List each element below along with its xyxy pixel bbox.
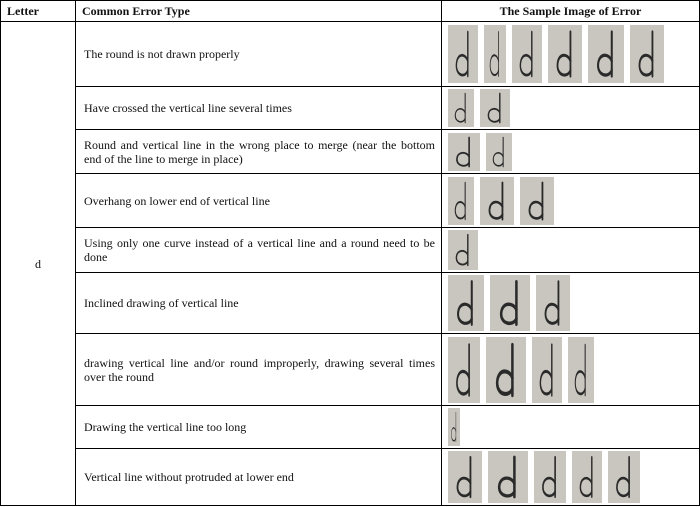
sample-image <box>448 337 480 403</box>
table-row <box>1 130 700 174</box>
handwritten-d-glyph <box>448 89 474 127</box>
sample-image <box>480 177 514 225</box>
handwritten-d-glyph <box>448 177 474 225</box>
table-row <box>1 87 700 130</box>
handwritten-d-glyph <box>448 451 482 503</box>
sample-image <box>448 451 482 503</box>
error-type-cell: drawing vertical line and/or round improperly, drawing several times over the round <box>76 334 442 406</box>
sample-image <box>630 25 664 83</box>
sample-image <box>608 451 640 503</box>
handwritten-d-glyph <box>520 177 554 225</box>
handwritten-d-glyph <box>608 451 640 503</box>
sample-images-cell <box>442 449 700 506</box>
sample-image <box>488 451 528 503</box>
handwritten-d-glyph <box>630 25 664 83</box>
sample-image <box>520 177 554 225</box>
table-row <box>1 406 700 449</box>
sample-image <box>448 25 478 83</box>
sample-image <box>486 337 526 403</box>
sample-image <box>512 25 542 83</box>
sample-image <box>532 337 562 403</box>
error-type-cell: Drawing the vertical line too long <box>76 406 442 449</box>
sample-images-cell <box>442 130 700 174</box>
handwritten-d-glyph <box>488 451 528 503</box>
sample-image <box>588 25 624 83</box>
sample-image <box>448 177 474 225</box>
handwritten-d-glyph <box>568 337 594 403</box>
sample-image <box>448 230 478 270</box>
handwritten-d-glyph <box>448 133 480 171</box>
handwritten-d-glyph <box>448 230 478 270</box>
handwritten-d-glyph <box>486 133 512 171</box>
sample-image <box>568 337 594 403</box>
table-row <box>1 22 700 87</box>
sample-image <box>490 275 530 331</box>
table-row <box>1 334 700 406</box>
handwritten-d-glyph <box>486 337 526 403</box>
sample-image <box>536 275 570 331</box>
table-row <box>1 273 700 334</box>
sample-images-cell <box>442 406 700 449</box>
sample-image <box>534 451 566 503</box>
sample-image <box>484 25 506 83</box>
header-error-type: Common Error Type <box>76 1 442 22</box>
error-type-cell: Inclined drawing of vertical line <box>76 273 442 334</box>
sample-images-cell <box>442 273 700 334</box>
header-row <box>1 1 700 22</box>
sample-image <box>448 89 474 127</box>
error-type-cell: Using only one curve instead of a vertical line and a round need to be done <box>76 228 442 273</box>
handwritten-d-glyph <box>572 451 602 503</box>
table-row <box>1 174 700 228</box>
sample-image <box>486 133 512 171</box>
sample-image <box>448 408 460 446</box>
handwritten-d-glyph <box>448 408 460 446</box>
sample-image <box>448 275 484 331</box>
handwritten-d-glyph <box>534 451 566 503</box>
sample-images-cell <box>442 22 700 87</box>
handwritten-d-glyph <box>448 275 484 331</box>
handwritten-d-glyph <box>512 25 542 83</box>
handwritten-d-glyph <box>548 25 582 83</box>
error-type-cell: Vertical line without protruded at lower end <box>76 449 442 506</box>
handwritten-d-glyph <box>490 275 530 331</box>
handwritten-d-glyph <box>480 89 510 127</box>
handwritten-d-glyph <box>536 275 570 331</box>
sample-images-cell <box>442 87 700 130</box>
sample-images-cell <box>442 228 700 273</box>
error-type-cell: Have crossed the vertical line several times <box>76 87 442 130</box>
sample-images-cell <box>442 334 700 406</box>
sample-image <box>480 89 510 127</box>
handwritten-d-glyph <box>448 337 480 403</box>
handwritten-d-glyph <box>480 177 514 225</box>
table-row <box>1 228 700 273</box>
header-letter: Letter <box>1 1 76 22</box>
error-type-cell: Overhang on lower end of vertical line <box>76 174 442 228</box>
header-sample-image: The Sample Image of Error <box>442 1 700 22</box>
letter-cell: d <box>1 22 76 506</box>
sample-image <box>572 451 602 503</box>
error-type-cell: Round and vertical line in the wrong place to merge (near the bottom end of the line to merge in place) <box>76 130 442 174</box>
error-type-cell: The round is not drawn properly <box>76 22 442 87</box>
handwritten-d-glyph <box>484 25 506 83</box>
table-row <box>1 449 700 506</box>
sample-image <box>548 25 582 83</box>
handwritten-d-glyph <box>532 337 562 403</box>
sample-images-cell <box>442 174 700 228</box>
sample-image <box>448 133 480 171</box>
handwritten-d-glyph <box>448 25 478 83</box>
handwritten-d-glyph <box>588 25 624 83</box>
